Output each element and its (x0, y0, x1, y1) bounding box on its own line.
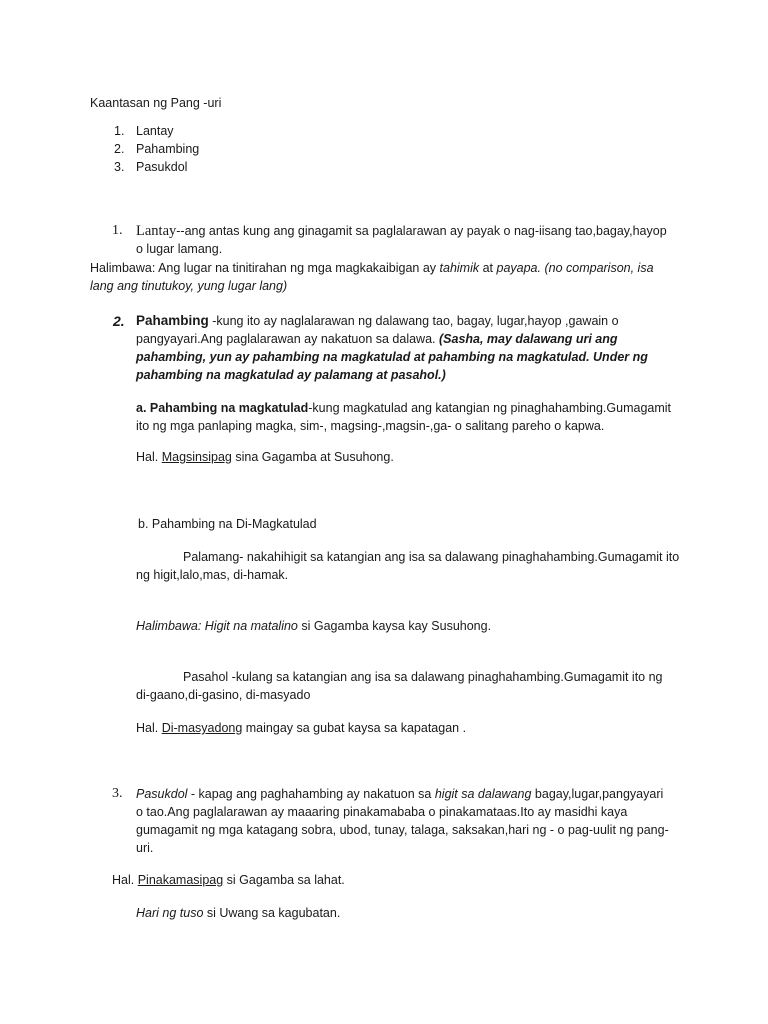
pasahol-term: Pasahol (183, 670, 229, 684)
palamang-example-rest: si Gagamba kaysa kay Susuhong. (297, 619, 492, 633)
example-text: Ang lugar na tinitirahan ng mga magkakaibigan ay (155, 261, 440, 275)
outline-number: 2. (114, 142, 125, 156)
pahambing-note-cont: pahambing, yun ay pahambing na magkatulad at pahambing na magkatulad. Under ng (136, 350, 648, 364)
example-keyword: Magsinsipag (161, 450, 232, 464)
example-adjective: payapa (496, 261, 538, 275)
subsection-b-heading: b. Pahambing na Di-Magkatulad (138, 517, 317, 531)
outline-item-pasukdol: Pasukdol (136, 160, 188, 174)
pasukdol-definition-cont: gumagamit ng mga katagang sobra, ubod, tunay, talaga, saksakan,hari ng - o pag-uulit ng pang- (136, 823, 669, 837)
example-rest: si Gagamba sa lahat. (223, 873, 345, 887)
pasukdol-definition-cont: uri. (136, 841, 154, 855)
example-keyword: Pinakamasipag (137, 873, 224, 887)
hal-label: Hal. (112, 873, 138, 887)
hal-label: Hal. (136, 721, 162, 735)
outline-number: 1. (114, 124, 125, 138)
example-phrase: Hari ng tuso (136, 906, 204, 920)
section-number: 1. (112, 223, 123, 238)
outline-item-pahambing: Pahambing (136, 142, 200, 156)
hal-label: Hal. (136, 450, 162, 464)
palamang-term: Palamang (183, 550, 240, 564)
example-rest: sina Gagamba at Susuhong. (231, 450, 394, 464)
outline-number: 3. (114, 160, 125, 174)
subsection-a-heading: a. Pahambing na magkatulad (136, 401, 309, 415)
pahambing-definition-cont: pangyayari.Ang paglalarawan ay nakatuon sa dalawa. (136, 332, 439, 346)
example-note-cont: lang ang tinutukoy, yung lugar lang) (90, 279, 288, 293)
example-rest: maingay sa gubat kaysa sa kapatagan . (242, 721, 467, 735)
pasahol-definition-cont: di-gaano,di-gasino, di-masyado (136, 688, 311, 702)
pahambing-note-cont: pahambing na magkatulad ay palamang at pasahol.) (136, 368, 446, 382)
example-rest: si Uwang sa kagubatan. (203, 906, 341, 920)
subsection-a-definition-cont: ito ng mga panlaping magka, sim-, magsing-,magsin-,ga- o salitang pareho o kapwa. (136, 419, 605, 433)
pahambing-definition: -kung ito ay naglalarawan ng dalawang tao, bagay, lugar,hayop ,gawain o (208, 314, 619, 328)
palamang-example-label: Halimbawa: Higit na matalino (136, 619, 298, 633)
example-label: Halimbawa: (90, 261, 156, 275)
pasukdol-definition-cont: o tao.Ang paglalarawan ay maaaring pinakamababa o pinakamataas.Ito ay masidhi kaya (136, 805, 628, 819)
lantay-term: Lantay (136, 223, 177, 239)
subsection-a-definition: -kung magkatulad ang katangian ng pinaghahambing.Gumagamit (308, 401, 672, 415)
pasukdol-emphasis: higit sa dalawang (434, 787, 532, 801)
example-note: . (no comparison, isa (537, 261, 654, 275)
palamang-definition-cont: ng higit,lalo,mas, di-hamak. (136, 568, 289, 582)
pasukdol-definition: bagay,lugar,pangyayari (531, 787, 664, 801)
example-conjunction: at (479, 261, 497, 275)
example-keyword: Di-masyadong (161, 721, 243, 735)
document-title: Kaantasan ng Pang -uri (90, 96, 222, 110)
section-number: 3. (112, 786, 123, 801)
pahambing-term: Pahambing (136, 313, 209, 328)
lantay-definition: --ang antas kung ang ginagamit sa paglalarawan ay payak o nag-iisang tao,bagay,hayop (176, 224, 667, 238)
section-number: 2. (113, 313, 125, 329)
pasahol-definition: -kulang sa katangian ang isa sa dalawang pinaghahambing.Gumagamit ito ng (228, 670, 663, 684)
pasukdol-definition: - kapag ang paghahambing ay nakatuon sa (187, 787, 435, 801)
pasukdol-term: Pasukdol (136, 787, 188, 801)
lantay-definition-cont: o lugar lamang. (136, 242, 223, 256)
example-adjective: tahimik (439, 261, 480, 275)
outline-item-lantay: Lantay (136, 124, 174, 138)
pahambing-note: (Sasha, may dalawang uri ang (439, 332, 618, 346)
palamang-definition: - nakahihigit sa katangian ang isa sa dalawang pinaghahambing.Gumagamit ito (239, 550, 680, 564)
